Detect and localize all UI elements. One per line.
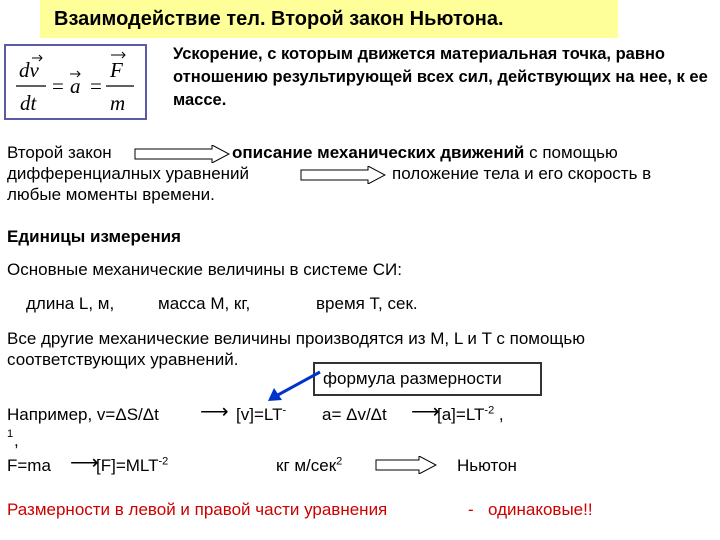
a-dim-text: [a]=LT [437, 405, 485, 424]
example-a-expr: a= Δv/Δt [322, 405, 387, 424]
conclusion-dash: - [468, 500, 474, 519]
f-dim-exp: -2 [158, 455, 169, 468]
second-law-line3: любые моменты времени. [7, 185, 215, 204]
a-dim-comma: , [498, 405, 504, 424]
formula-dt: dt [20, 91, 37, 115]
f-dim-text: [F]=MLT [96, 456, 159, 475]
v-dim-exp-sign: - [282, 404, 287, 417]
formula-F: F [110, 58, 123, 82]
v-dim-text: [v]=LT [236, 405, 283, 424]
arrow-icon: ⟶ [411, 401, 440, 423]
example-f-expr: F=ma [7, 456, 51, 475]
f-units-exp: 2 [336, 455, 343, 468]
newton-formula [6, 46, 149, 122]
page-title: Взаимодействие тел. Второй закон Ньютона. [40, 0, 618, 38]
formula-eq-1: = [52, 74, 64, 98]
derived-line2: соответствующих уравнений. [7, 350, 239, 369]
example-v-expr: Например, v=ΔS/Δt [7, 405, 159, 424]
second-law-bold-line [232, 142, 618, 163]
second-law-line2-left: дифференциалных уравнений [7, 164, 250, 183]
arrow-right-icon [375, 456, 437, 474]
si-intro: Основные механические величины в системе СИ: [7, 260, 402, 279]
blue-arrow-icon [262, 368, 324, 404]
arrow-right-icon [300, 166, 386, 184]
v-dim-exp-cont: 1 [7, 428, 14, 440]
formula-eq-2: = [90, 74, 102, 98]
formula-m: m [110, 91, 126, 115]
example-f-dim [96, 455, 168, 476]
v-dim-comma: , [14, 431, 19, 450]
newton-unit: Ньютон [457, 456, 517, 475]
newton-formula-box [4, 44, 147, 120]
arrow-icon: ⟶ [70, 452, 99, 474]
example-v-dim [236, 404, 286, 425]
arrow-icon: ⟶ [200, 401, 229, 423]
formula-a: a [70, 74, 81, 98]
law-statement: Ускорение, с которым движется материальная точка, равно отношению результирующей всех сил, действующих на нее, к ее массе. [173, 45, 708, 109]
formula-dv: dv [19, 58, 39, 82]
derived-line1: Все другие механические величины производятся из М, L и T с помощью [7, 329, 586, 348]
second-law-bold: описание механических движений [232, 143, 525, 162]
si-time: время Т, сек. [316, 294, 418, 313]
conclusion-left: Размерности в левой и правой части уравнения [7, 500, 388, 519]
a-dim-exp: -2 [484, 404, 495, 417]
second-law-line2-right: положение тела и его скорость в [392, 164, 652, 183]
second-law-start: Второй закон [7, 143, 112, 162]
example-f-units [276, 455, 342, 476]
second-law-after-bold: с помощью [529, 143, 618, 162]
example-a-dim [437, 404, 504, 425]
conclusion-right: одинаковые!! [488, 500, 593, 519]
arrow-right-icon [134, 145, 230, 163]
f-units-text: кг м/сек [276, 456, 337, 475]
si-mass: масса М, кг, [158, 294, 251, 313]
si-length: длина L, м, [26, 294, 115, 313]
units-heading: Единицы измерения [7, 227, 181, 246]
dimension-formula-box: формула размерности [313, 362, 542, 396]
